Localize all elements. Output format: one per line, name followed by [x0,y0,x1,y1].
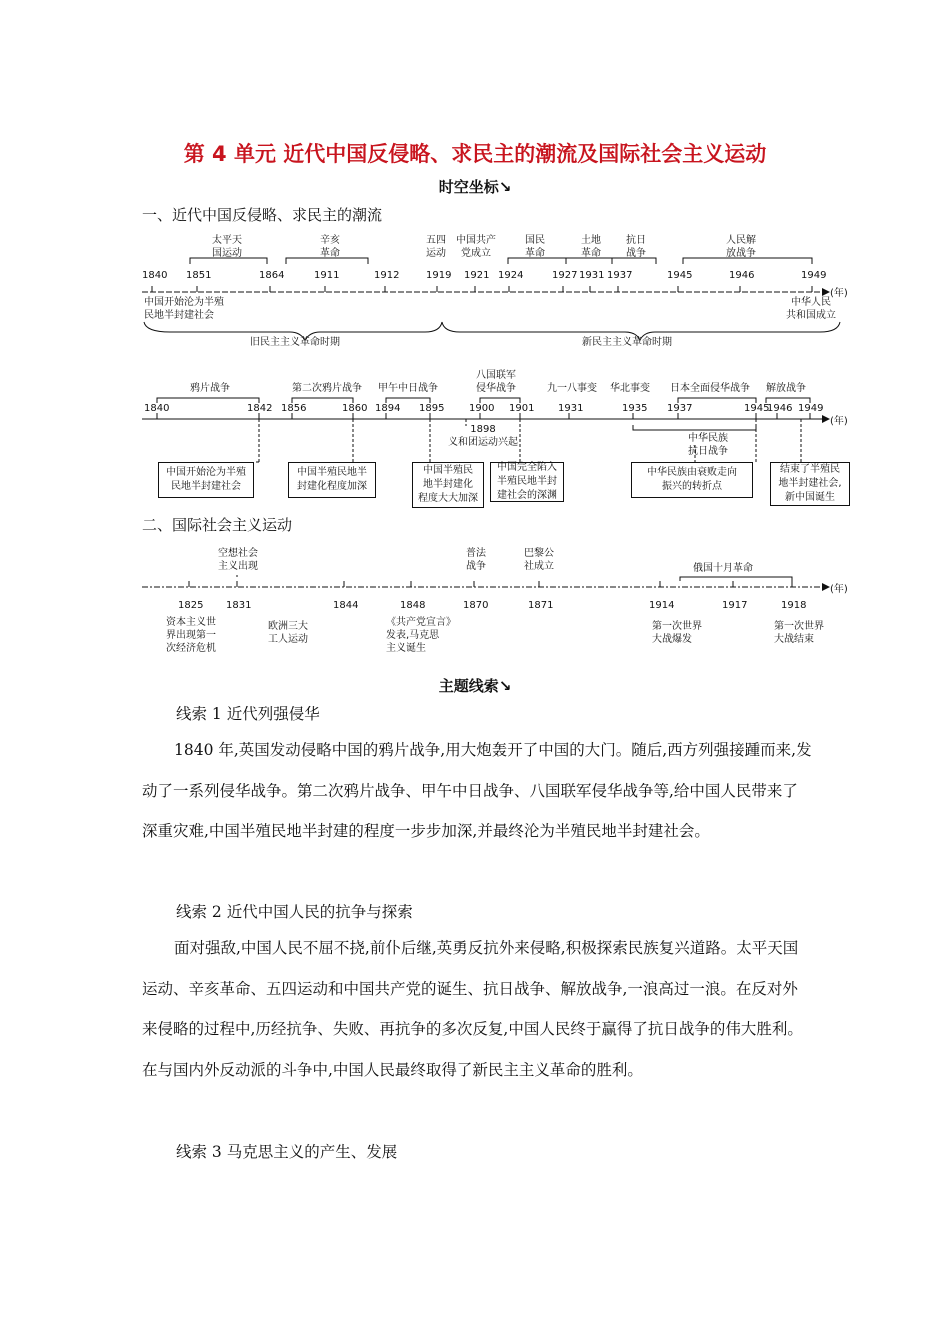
event-quanmian: 日本全面侵华战争 [670,383,750,394]
year: 1949 [801,270,827,281]
event-xinhai: 辛亥 革命 [320,235,340,259]
clue-paragraph-2 [142,928,812,1090]
year: 1842 [247,403,273,414]
event-opium-war: 鸦片战争 [190,383,230,394]
year: 1931 [579,270,605,281]
event-kangri-war: 中华民族 抗日战争 [688,433,728,457]
section-heading-1: 一、近代中国反侵略、求民主的潮流 [142,206,383,224]
period-old-democratic: 旧民主主义革命时期 [250,337,340,348]
year: 1914 [649,600,675,611]
year: 1945 [744,403,770,414]
outcome-box-6: 结束了半殖民 地半封建社会, 新中国诞生 [770,462,850,506]
banner-theme-clues: 主题线索↘ [438,677,512,695]
year: 1945 [667,270,693,281]
year: 1917 [722,600,748,611]
year: 1927 [552,270,578,281]
year: 1871 [528,600,554,611]
year: 1946 [729,270,755,281]
event-kongxiang: 空想社会 主义出现 [218,548,258,572]
clue-text-1: 1840 年,英国发动侵略中国的鸦片战争,用大炮轰开了中国的大门。随后,西方列强接踵而来,发动了一系列侵华战争。第二次鸦片战争、甲午中日战争、八国联军侵华战争等,给中国人民带来了深重灾难,中国半殖民地半封建的程度一步步加深,并最终沦为半殖民地半封建社会。 [142,741,812,840]
year: 1864 [259,270,285,281]
event-taiping: 太平天 国运动 [212,235,242,259]
year: 1840 [142,270,168,281]
event-jiefang-war: 解放战争 [766,383,806,394]
year: 1895 [419,403,445,414]
event-pufa: 普法 战争 [466,548,486,572]
year: 1919 [426,270,452,281]
year: 1937 [667,403,693,414]
event-manifesto: 《共产党宣言》 发表,马克思 主义诞生 [386,617,456,654]
year: 1900 [469,403,495,414]
event-kangri: 抗日 战争 [626,235,646,259]
outcome-box-3: 中国半殖民 地半封建化 程度大大加深 [412,462,484,508]
clue-paragraph-1 [142,730,812,852]
clue-heading-3: 线索 3 马克思主义的产生、发展 [176,1143,398,1161]
event-baguo: 八国联军 侵华战争 [476,370,516,394]
event-ww1-start: 第一次世界 大战爆发 [652,621,702,645]
year: 1918 [781,600,807,611]
outcome-box-1: 中国开始沦为半殖 民地半封建社会 [158,462,254,498]
event-yihetuan: 1898 义和团运动兴起 [448,424,518,448]
event-jiuyiba: 九一八事变 [547,383,597,394]
year: 1921 [464,270,490,281]
year: 1924 [498,270,524,281]
event-jiefang: 人民解 放战争 [726,235,756,259]
year: 1911 [314,270,340,281]
outcome-box-4: 中国完全陷入 半殖民地半封 建社会的深渊 [490,462,564,502]
note-right: 中华人民 共和国成立 [786,297,836,321]
year: 1931 [558,403,584,414]
year: 1946 [767,403,793,414]
year: 1870 [463,600,489,611]
event-cpc: 中国共产 党成立 [456,235,496,259]
year: 1935 [622,403,648,414]
year: 1844 [333,600,359,611]
year: 1860 [342,403,368,414]
event-guomin: 国民 革命 [525,235,545,259]
year: 1937 [607,270,633,281]
clue-text-2: 面对强敌,中国人民不屈不挠,前仆后继,英勇反抗外来侵略,积极探索民族复兴道路。太平天国运动、辛亥革命、五四运动和中国共产党的诞生、抗日战争、解放战争,一浪高过一浪。在反对外来侵略的过程中,历经抗争、失败、再抗争的多次反复,中国人民终于赢得了抗日战争的伟大胜利。在与国内外反动派的斗争中,中国人民最终取得了新民主主义革命的胜利。 [142,939,803,1079]
event-tudi: 土地 革命 [581,235,601,259]
year: 1840 [144,403,170,414]
year: 1851 [186,270,212,281]
year-unit: (年) [830,416,848,427]
year: 1825 [178,600,204,611]
note-left: 中国开始沦为半殖 民地半封建社会 [144,297,224,321]
year: 1831 [226,600,252,611]
year: 1949 [798,403,824,414]
year: 1901 [509,403,535,414]
outcome-box-2: 中国半殖民地半 封建化程度加深 [288,462,376,498]
clue-heading-1: 线索 1 近代列强侵华 [176,705,320,723]
outcome-box-5: 中华民族由衰败走向 振兴的转折点 [631,462,753,498]
event-october-revolution: 俄国十月革命 [693,563,753,574]
year-unit: (年) [830,584,848,595]
event-wusi: 五四 运动 [426,235,446,259]
event-opium-war-2: 第二次鸦片战争 [292,383,362,394]
year-unit: (年) [830,288,848,299]
page-title: 第 4 单元 近代中国反侵略、求民主的潮流及国际社会主义运动 [183,142,767,166]
section-heading-2: 二、国际社会主义运动 [142,516,293,534]
year: 1856 [281,403,307,414]
year: 1848 [400,600,426,611]
event-economic-crisis: 资本主义世 界出现第一 次经济危机 [166,617,216,654]
event-european-labor: 欧洲三大 工人运动 [268,621,308,645]
banner-time-coordinates: 时空坐标↘ [438,178,512,196]
event-jiawu: 甲午中日战争 [378,383,438,394]
clue-heading-2: 线索 2 近代中国人民的抗争与探索 [176,903,413,921]
year: 1894 [375,403,401,414]
event-huabei: 华北事变 [610,383,650,394]
event-ww1-end: 第一次世界 大战结束 [774,621,824,645]
event-bali: 巴黎公 社成立 [524,548,554,572]
period-new-democratic: 新民主主义革命时期 [582,337,672,348]
year: 1912 [374,270,400,281]
